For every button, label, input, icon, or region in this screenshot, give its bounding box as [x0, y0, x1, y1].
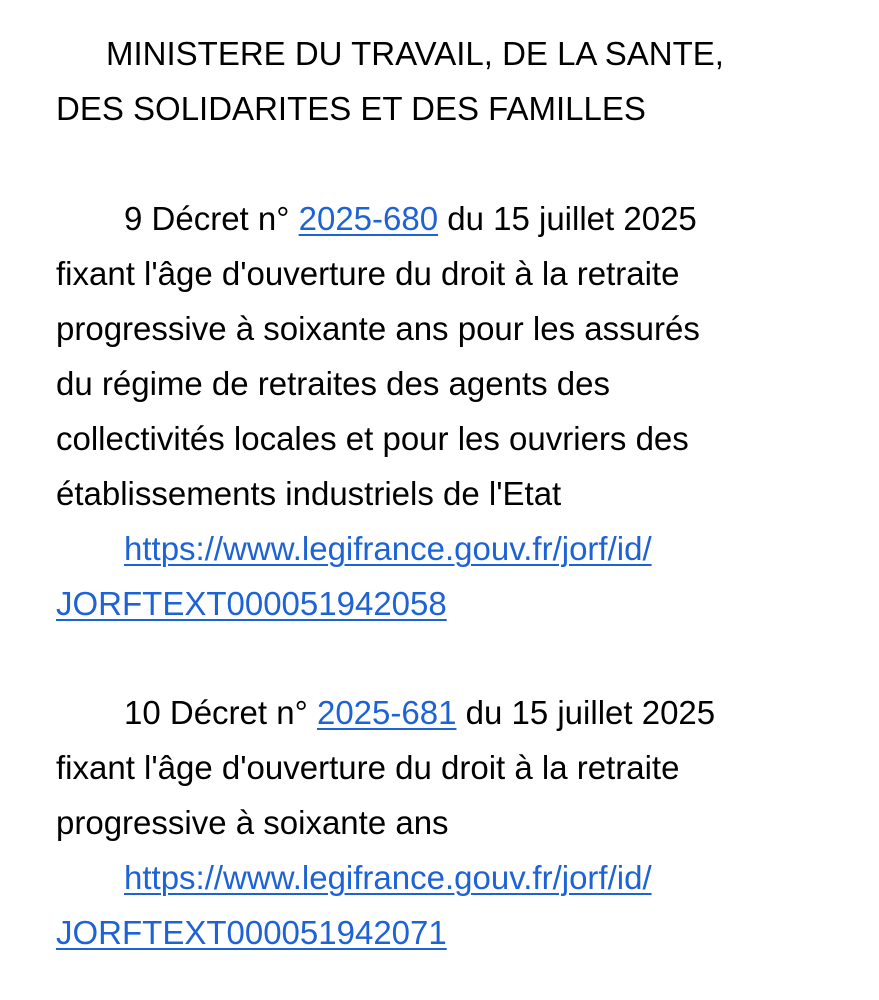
decree-description-line: établissements industriels de l'Etat: [56, 475, 562, 512]
decree-date: du 15 juillet 2025: [438, 200, 697, 237]
decree-description-line: progressive à soixante ans pour les assurés: [56, 310, 700, 347]
ministry-heading-line-1: MINISTERE DU TRAVAIL, DE LA SANTE,: [106, 35, 724, 72]
decree-prefix: 9 Décret n°: [124, 200, 299, 237]
legifrance-url-link[interactable]: https://www.legifrance.gouv.fr/jorf/id/: [124, 530, 652, 567]
decree-description-line: fixant l'âge d'ouverture du droit à la retraite: [56, 255, 680, 292]
decree-date: du 15 juillet 2025: [456, 694, 716, 731]
legifrance-url-line-1: [124, 529, 652, 569]
decree-description-line: fixant l'âge d'ouverture du droit à la retraite: [56, 749, 680, 786]
legifrance-url-link[interactable]: JORFTEXT000051942058: [56, 585, 447, 622]
legifrance-url-line-2: [56, 913, 447, 953]
ministry-heading-line-2: DES SOLIDARITES ET DES FAMILLES: [56, 90, 646, 127]
decree-prefix: 10 Décret n°: [124, 694, 317, 731]
legifrance-url-link[interactable]: https://www.legifrance.gouv.fr/jorf/id/: [124, 859, 652, 896]
decree-title-line: [124, 693, 715, 733]
decree-title-line: [124, 199, 697, 239]
decree-number-link[interactable]: 2025-680: [298, 200, 439, 237]
decree-description-line: progressive à soixante ans: [56, 804, 449, 841]
decree-number-link[interactable]: 2025-681: [316, 694, 457, 731]
decree-description-line: du régime de retraites des agents des: [56, 365, 610, 402]
decree-description-line: collectivités locales et pour les ouvriers des: [56, 420, 689, 457]
legifrance-url-line-1: [124, 858, 652, 898]
legifrance-url-line-2: [56, 584, 447, 624]
legifrance-url-link[interactable]: JORFTEXT000051942071: [56, 914, 447, 951]
